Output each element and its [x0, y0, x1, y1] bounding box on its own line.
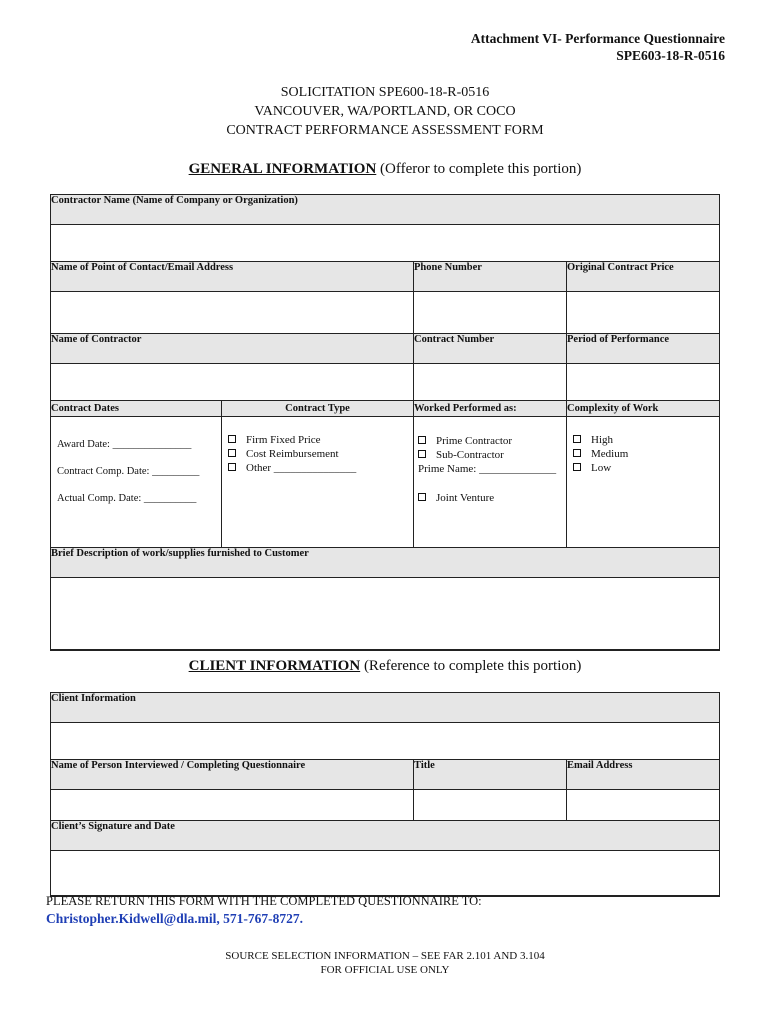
- source-selection-notice: [0, 949, 770, 977]
- price-label: Original Contract Price: [567, 262, 720, 292]
- complexity-medium[interactable]: [573, 447, 715, 461]
- checkbox-icon[interactable]: [228, 435, 236, 443]
- phone-label: Phone Number: [414, 262, 567, 292]
- type-label: Contract Type: [222, 401, 414, 417]
- sub-option[interactable]: [418, 448, 562, 462]
- official-use-line: FOR OFFICIAL USE ONLY: [320, 964, 450, 976]
- person-label: Name of Person Interviewed / Completing Questionnaire: [51, 760, 414, 790]
- title-field[interactable]: [414, 790, 567, 821]
- client-field[interactable]: [51, 723, 720, 760]
- form-name-line: CONTRACT PERFORMANCE ASSESSMENT FORM: [226, 123, 544, 138]
- actual-date-field[interactable]: Actual Comp. Date: __________: [57, 493, 197, 504]
- complexity-cell: [567, 417, 720, 548]
- type-option-label: Firm Fixed Price: [246, 434, 321, 446]
- checkbox-icon[interactable]: [418, 436, 426, 444]
- period-field[interactable]: [567, 364, 720, 401]
- contractor-name-label: Contractor Name (Name of Company or Organization): [51, 195, 720, 225]
- worked-as-cell: [414, 417, 567, 548]
- contract-dates-cell: [51, 417, 222, 548]
- general-section-title: [0, 161, 770, 178]
- signature-field[interactable]: [51, 851, 720, 897]
- general-heading: GENERAL INFORMATION: [188, 161, 377, 177]
- solicitation-line: SOLICITATION SPE600-18-R-0516: [280, 85, 490, 100]
- contract-number-label: Contract Number: [414, 334, 567, 364]
- prime-name-field[interactable]: Prime Name: ______________: [418, 463, 557, 475]
- dates-label: Contract Dates: [51, 401, 222, 417]
- checkbox-icon[interactable]: [418, 450, 426, 458]
- form-title: [0, 83, 770, 140]
- complexity-high[interactable]: [573, 433, 715, 447]
- type-option-cost[interactable]: [228, 447, 409, 461]
- type-option-label: Other _______________: [246, 462, 357, 474]
- period-label: Period of Performance: [567, 334, 720, 364]
- type-option-label: Cost Reimbursement: [246, 448, 339, 460]
- contact-email-link[interactable]: Christopher.Kidwell@dla.mil, 571-767-8727.: [46, 911, 303, 926]
- checkbox-icon[interactable]: [573, 449, 581, 457]
- client-heading: CLIENT INFORMATION: [188, 658, 361, 674]
- checkbox-icon[interactable]: [418, 493, 426, 501]
- person-field[interactable]: [51, 790, 414, 821]
- contractor-label: Name of Contractor: [51, 334, 414, 364]
- joint-option[interactable]: [418, 491, 562, 505]
- contract-type-cell: [222, 417, 414, 548]
- client-section-title: [0, 658, 770, 675]
- joint-label: Joint Venture: [436, 492, 495, 504]
- email-label: Email Address: [567, 760, 720, 790]
- prime-option[interactable]: [418, 434, 562, 448]
- source-line: SOURCE SELECTION INFORMATION – SEE FAR 2.101 AND 3.104: [225, 950, 545, 962]
- checkbox-icon[interactable]: [228, 463, 236, 471]
- email-field[interactable]: [567, 790, 720, 821]
- description-label: Brief Description of work/supplies furnished to Customer: [51, 548, 720, 578]
- poc-label: Name of Point of Contact/Email Address: [51, 262, 414, 292]
- title-label: Title: [414, 760, 567, 790]
- attachment-number: SPE603-18-R-0516: [616, 48, 725, 63]
- type-option-firm[interactable]: [228, 433, 409, 447]
- poc-field[interactable]: [51, 292, 414, 334]
- checkbox-icon[interactable]: [573, 463, 581, 471]
- contract-number-field[interactable]: [414, 364, 567, 401]
- checkbox-icon[interactable]: [228, 449, 236, 457]
- price-field[interactable]: [567, 292, 720, 334]
- location-line: VANCOUVER, WA/PORTLAND, OR COCO: [254, 104, 516, 119]
- comp-date-field[interactable]: Contract Comp. Date: _________: [57, 466, 200, 477]
- contractor-name-field[interactable]: [51, 225, 720, 262]
- attachment-title: Attachment VI- Performance Questionnaire: [470, 31, 725, 46]
- signature-label: Client’s Signature and Date: [51, 821, 720, 851]
- attachment-header: [471, 30, 725, 64]
- complexity-label-high: High: [591, 434, 613, 446]
- client-info-table: [50, 692, 720, 897]
- prime-label: Prime Contractor: [436, 435, 513, 447]
- complexity-low[interactable]: [573, 461, 715, 475]
- complexity-label-low: Low: [591, 462, 612, 474]
- client-label: Client Information: [51, 693, 720, 723]
- return-instructions: PLEASE RETURN THIS FORM WITH THE COMPLETED QUESTIONNAIRE TO:: [46, 894, 482, 908]
- checkbox-icon[interactable]: [573, 435, 581, 443]
- phone-field[interactable]: [414, 292, 567, 334]
- general-info-table: [50, 194, 720, 651]
- award-date-field[interactable]: Award Date: _______________: [57, 439, 192, 450]
- contractor-field[interactable]: [51, 364, 414, 401]
- worked-label: Worked Performed as:: [414, 401, 567, 417]
- sub-label: Sub-Contractor: [436, 449, 504, 461]
- client-subheading: (Reference to complete this portion): [360, 658, 582, 674]
- complexity-label-medium: Medium: [591, 448, 629, 460]
- type-option-other[interactable]: [228, 461, 409, 475]
- general-subheading: (Offeror to complete this portion): [376, 161, 582, 177]
- complexity-label: Complexity of Work: [567, 401, 720, 417]
- description-field[interactable]: [51, 578, 720, 651]
